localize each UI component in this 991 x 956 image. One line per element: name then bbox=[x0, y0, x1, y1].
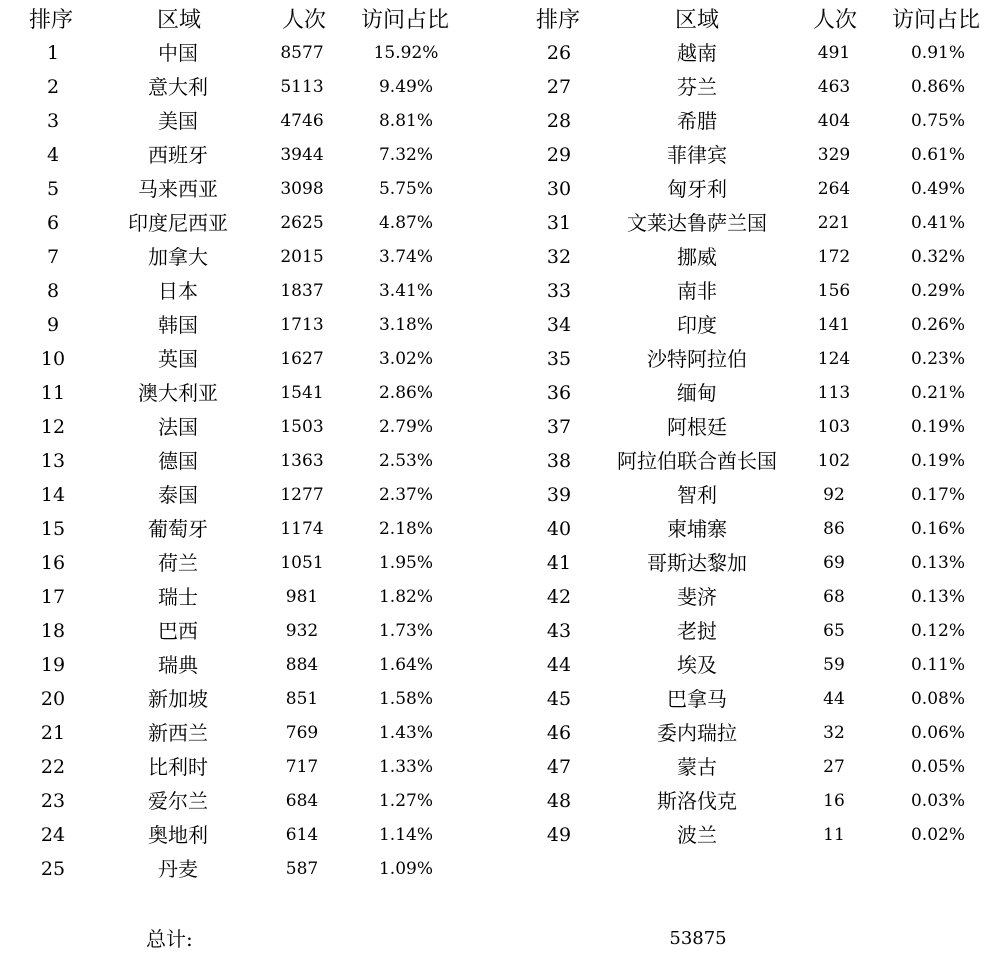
visits-cell: 981 bbox=[285, 587, 319, 607]
region-cell: 丹麦 bbox=[158, 857, 198, 881]
region-cell: 韩国 bbox=[158, 313, 198, 337]
region-cell: 芬兰 bbox=[677, 75, 717, 99]
visits-cell: 684 bbox=[285, 791, 319, 811]
table-row bbox=[0, 240, 991, 274]
rank-cell: 40 bbox=[546, 518, 572, 540]
share-cell: 0.11% bbox=[910, 655, 966, 675]
region-cell: 哥斯达黎加 bbox=[647, 551, 747, 575]
rank-cell: 20 bbox=[40, 688, 66, 710]
region-cell: 希腊 bbox=[677, 109, 717, 133]
visits-cell: 491 bbox=[817, 43, 851, 63]
table-row bbox=[0, 512, 991, 546]
share-cell: 0.91% bbox=[910, 43, 966, 63]
share-cell: 1.33% bbox=[378, 757, 434, 777]
rank-cell: 32 bbox=[546, 246, 572, 268]
visits-cell: 1837 bbox=[280, 281, 324, 301]
rank-cell: 5 bbox=[46, 178, 60, 200]
table-row bbox=[0, 206, 991, 240]
share-cell: 0.03% bbox=[910, 791, 966, 811]
table-row bbox=[0, 172, 991, 206]
table-row bbox=[0, 274, 991, 308]
region-cell: 瑞士 bbox=[158, 585, 198, 609]
table-row bbox=[0, 852, 991, 886]
share-cell: 0.08% bbox=[910, 689, 966, 709]
visits-cell: 172 bbox=[817, 247, 851, 267]
rank-cell: 43 bbox=[546, 620, 572, 642]
region-cell: 奥地利 bbox=[148, 823, 208, 847]
share-cell: 2.86% bbox=[378, 383, 434, 403]
visits-cell: 717 bbox=[285, 757, 319, 777]
rank-cell: 4 bbox=[46, 144, 60, 166]
visits-cell: 2625 bbox=[280, 213, 324, 233]
visits-cell: 32 bbox=[823, 723, 845, 743]
share-cell: 1.73% bbox=[378, 621, 434, 641]
rank-cell: 9 bbox=[46, 314, 60, 336]
visits-cell: 8577 bbox=[280, 43, 324, 63]
table-row bbox=[0, 614, 991, 648]
visits-cell: 3098 bbox=[280, 179, 324, 199]
region-cell: 中国 bbox=[158, 41, 198, 65]
share-cell: 8.81% bbox=[378, 111, 434, 131]
share-cell: 0.21% bbox=[910, 383, 966, 403]
rank-cell: 42 bbox=[546, 586, 572, 608]
table-row bbox=[0, 546, 991, 580]
share-cell: 0.26% bbox=[910, 315, 966, 335]
share-cell: 0.86% bbox=[910, 77, 966, 97]
region-cell: 沙特阿拉伯 bbox=[647, 347, 747, 371]
left-header-region: 区域 bbox=[157, 8, 202, 33]
visits-cell: 1541 bbox=[280, 383, 324, 403]
visits-cell: 264 bbox=[817, 179, 851, 199]
rank-cell: 47 bbox=[546, 756, 572, 778]
rank-cell: 30 bbox=[546, 178, 572, 200]
rank-cell: 18 bbox=[40, 620, 66, 642]
rank-cell: 39 bbox=[546, 484, 572, 506]
rank-cell: 8 bbox=[46, 280, 60, 302]
share-cell: 0.23% bbox=[910, 349, 966, 369]
total-label: 总计: bbox=[146, 927, 193, 951]
share-cell: 1.58% bbox=[378, 689, 434, 709]
right-header-visits: 人次 bbox=[813, 8, 858, 33]
rank-cell: 38 bbox=[546, 450, 572, 472]
share-cell: 0.41% bbox=[910, 213, 966, 233]
share-cell: 1.14% bbox=[378, 825, 434, 845]
share-cell: 0.75% bbox=[910, 111, 966, 131]
share-cell: 3.74% bbox=[378, 247, 434, 267]
region-cell: 老挝 bbox=[677, 619, 717, 643]
visits-cell: 65 bbox=[823, 621, 845, 641]
table-row bbox=[0, 104, 991, 138]
share-cell: 5.75% bbox=[378, 179, 434, 199]
share-cell: 0.16% bbox=[910, 519, 966, 539]
right-header-region: 区域 bbox=[675, 8, 720, 33]
region-cell: 阿根廷 bbox=[667, 415, 727, 439]
rank-cell: 28 bbox=[546, 110, 572, 132]
rank-cell: 13 bbox=[40, 450, 66, 472]
visits-cell: 1277 bbox=[280, 485, 324, 505]
region-cell: 新西兰 bbox=[148, 721, 208, 745]
region-cell: 新加坡 bbox=[148, 687, 208, 711]
rank-cell: 46 bbox=[546, 722, 572, 744]
region-cell: 波兰 bbox=[677, 823, 717, 847]
rank-cell: 16 bbox=[40, 552, 66, 574]
rank-cell: 17 bbox=[40, 586, 66, 608]
rank-cell: 27 bbox=[546, 76, 572, 98]
visits-cell: 86 bbox=[823, 519, 845, 539]
share-cell: 2.18% bbox=[378, 519, 434, 539]
left-header-share: 访问占比 bbox=[361, 8, 450, 33]
visits-cell: 4746 bbox=[280, 111, 324, 131]
table-row bbox=[0, 444, 991, 478]
rank-cell: 11 bbox=[40, 382, 66, 404]
region-cell: 美国 bbox=[158, 109, 198, 133]
visits-cell: 11 bbox=[823, 825, 845, 845]
table-row bbox=[0, 376, 991, 410]
region-cell: 法国 bbox=[158, 415, 198, 439]
share-cell: 0.06% bbox=[910, 723, 966, 743]
share-cell: 1.43% bbox=[378, 723, 434, 743]
region-cell: 比利时 bbox=[148, 755, 208, 779]
share-cell: 1.64% bbox=[378, 655, 434, 675]
visits-cell: 27 bbox=[823, 757, 845, 777]
region-cell: 匈牙利 bbox=[667, 177, 727, 201]
visits-cell: 1363 bbox=[280, 451, 324, 471]
share-cell: 0.12% bbox=[910, 621, 966, 641]
region-cell: 印度 bbox=[677, 313, 717, 337]
visits-cell: 102 bbox=[817, 451, 851, 471]
share-cell: 0.61% bbox=[910, 145, 966, 165]
share-cell: 1.27% bbox=[378, 791, 434, 811]
rank-cell: 3 bbox=[46, 110, 60, 132]
rank-cell: 31 bbox=[546, 212, 572, 234]
share-cell: 7.32% bbox=[378, 145, 434, 165]
table-row bbox=[0, 580, 991, 614]
rank-cell: 7 bbox=[46, 246, 60, 268]
share-cell: 0.13% bbox=[910, 553, 966, 573]
share-cell: 2.53% bbox=[378, 451, 434, 471]
region-cell: 越南 bbox=[677, 41, 717, 65]
region-cell: 智利 bbox=[677, 483, 717, 507]
share-cell: 3.18% bbox=[378, 315, 434, 335]
region-cell: 菲律宾 bbox=[667, 143, 727, 167]
visits-cell: 59 bbox=[823, 655, 845, 675]
region-cell: 澳大利亚 bbox=[138, 381, 218, 405]
table-row bbox=[0, 410, 991, 444]
share-cell: 3.41% bbox=[378, 281, 434, 301]
left-header-visits: 人次 bbox=[282, 8, 327, 33]
rank-cell: 14 bbox=[40, 484, 66, 506]
visits-cell: 404 bbox=[817, 111, 851, 131]
rank-cell: 2 bbox=[46, 76, 60, 98]
share-cell: 3.02% bbox=[378, 349, 434, 369]
visits-cell: 3944 bbox=[280, 145, 324, 165]
region-cell: 文莱达鲁萨兰国 bbox=[627, 211, 767, 235]
rank-cell: 33 bbox=[546, 280, 572, 302]
table-row bbox=[0, 682, 991, 716]
region-cell: 缅甸 bbox=[677, 381, 717, 405]
table-row bbox=[0, 70, 991, 104]
rank-cell: 35 bbox=[546, 348, 572, 370]
share-cell: 0.19% bbox=[910, 451, 966, 471]
rank-cell: 23 bbox=[40, 790, 66, 812]
region-cell: 斯洛伐克 bbox=[657, 789, 737, 813]
visits-cell: 124 bbox=[817, 349, 851, 369]
region-cell: 蒙古 bbox=[677, 755, 717, 779]
left-header-rank: 排序 bbox=[29, 8, 74, 33]
share-cell: 0.29% bbox=[910, 281, 966, 301]
visits-cell: 2015 bbox=[280, 247, 324, 267]
region-cell: 委内瑞拉 bbox=[657, 721, 737, 745]
region-cell: 意大利 bbox=[148, 75, 208, 99]
region-cell: 葡萄牙 bbox=[148, 517, 208, 541]
visits-cell: 463 bbox=[817, 77, 851, 97]
rank-cell: 21 bbox=[40, 722, 66, 744]
region-cell: 巴西 bbox=[158, 619, 198, 643]
rank-cell: 37 bbox=[546, 416, 572, 438]
rank-cell: 6 bbox=[46, 212, 60, 234]
share-cell: 15.92% bbox=[373, 43, 439, 63]
share-cell: 0.17% bbox=[910, 485, 966, 505]
region-cell: 斐济 bbox=[677, 585, 717, 609]
rank-cell: 44 bbox=[546, 654, 572, 676]
share-cell: 4.87% bbox=[378, 213, 434, 233]
region-cell: 荷兰 bbox=[158, 551, 198, 575]
visits-cell: 69 bbox=[823, 553, 845, 573]
right-header-share: 访问占比 bbox=[892, 8, 981, 33]
visits-cell: 614 bbox=[285, 825, 319, 845]
region-cell: 德国 bbox=[158, 449, 198, 473]
region-cell: 加拿大 bbox=[148, 245, 208, 269]
table-row bbox=[0, 648, 991, 682]
region-cell: 埃及 bbox=[677, 653, 717, 677]
share-cell: 0.32% bbox=[910, 247, 966, 267]
table-row bbox=[0, 36, 991, 70]
region-cell: 阿拉伯联合酋长国 bbox=[617, 449, 777, 473]
visits-cell: 932 bbox=[285, 621, 319, 641]
region-cell: 柬埔寨 bbox=[667, 517, 727, 541]
region-cell: 英国 bbox=[158, 347, 198, 371]
rank-cell: 41 bbox=[546, 552, 572, 574]
visits-cell: 1627 bbox=[280, 349, 324, 369]
visits-cell: 769 bbox=[285, 723, 319, 743]
visits-cell: 851 bbox=[285, 689, 319, 709]
visits-cell: 141 bbox=[817, 315, 851, 335]
share-cell: 1.09% bbox=[378, 859, 434, 879]
rank-cell: 10 bbox=[40, 348, 66, 370]
total-value: 53875 bbox=[669, 928, 727, 949]
rank-cell: 29 bbox=[546, 144, 572, 166]
share-cell: 0.05% bbox=[910, 757, 966, 777]
rank-cell: 48 bbox=[546, 790, 572, 812]
visits-cell: 884 bbox=[285, 655, 319, 675]
visits-cell: 44 bbox=[823, 689, 845, 709]
visits-cell: 92 bbox=[823, 485, 845, 505]
region-cell: 印度尼西亚 bbox=[128, 211, 228, 235]
table-row bbox=[0, 478, 991, 512]
rank-cell: 22 bbox=[40, 756, 66, 778]
visits-cell: 329 bbox=[817, 145, 851, 165]
right-header-rank: 排序 bbox=[536, 8, 581, 33]
table-row bbox=[0, 818, 991, 852]
share-cell: 1.82% bbox=[378, 587, 434, 607]
rank-cell: 24 bbox=[40, 824, 66, 846]
share-cell: 0.13% bbox=[910, 587, 966, 607]
region-cell: 瑞典 bbox=[158, 653, 198, 677]
rank-cell: 25 bbox=[40, 858, 66, 880]
table-row bbox=[0, 784, 991, 818]
visits-cell: 221 bbox=[817, 213, 851, 233]
visits-cell: 1051 bbox=[280, 553, 324, 573]
region-cell: 日本 bbox=[158, 279, 198, 303]
visits-cell: 1174 bbox=[280, 519, 324, 539]
share-cell: 2.79% bbox=[378, 417, 434, 437]
rank-cell: 36 bbox=[546, 382, 572, 404]
visits-cell: 1503 bbox=[280, 417, 324, 437]
visits-cell: 5113 bbox=[280, 77, 324, 97]
visits-cell: 156 bbox=[817, 281, 851, 301]
region-cell: 泰国 bbox=[158, 483, 198, 507]
region-cell: 马来西亚 bbox=[138, 177, 218, 201]
rank-cell: 12 bbox=[40, 416, 66, 438]
visits-cell: 1713 bbox=[280, 315, 324, 335]
region-cell: 巴拿马 bbox=[667, 687, 727, 711]
table-row bbox=[0, 308, 991, 342]
rank-cell: 45 bbox=[546, 688, 572, 710]
visits-cell: 103 bbox=[817, 417, 851, 437]
rank-cell: 26 bbox=[546, 42, 572, 64]
table-row bbox=[0, 716, 991, 750]
rank-cell: 34 bbox=[546, 314, 572, 336]
region-cell: 爱尔兰 bbox=[148, 789, 208, 813]
region-cell: 南非 bbox=[677, 279, 717, 303]
table-row bbox=[0, 138, 991, 172]
share-cell: 9.49% bbox=[378, 77, 434, 97]
visits-cell: 113 bbox=[817, 383, 851, 403]
share-cell: 2.37% bbox=[378, 485, 434, 505]
share-cell: 1.95% bbox=[378, 553, 434, 573]
table-row bbox=[0, 342, 991, 376]
region-cell: 西班牙 bbox=[148, 143, 208, 167]
share-cell: 0.49% bbox=[910, 179, 966, 199]
visits-cell: 68 bbox=[823, 587, 845, 607]
share-cell: 0.02% bbox=[910, 825, 966, 845]
rank-cell: 19 bbox=[40, 654, 66, 676]
rank-cell: 15 bbox=[40, 518, 66, 540]
rank-cell: 49 bbox=[546, 824, 572, 846]
visits-cell: 16 bbox=[823, 791, 845, 811]
region-cell: 挪威 bbox=[677, 245, 717, 269]
visits-cell: 587 bbox=[285, 859, 319, 879]
table-row bbox=[0, 750, 991, 784]
rank-cell: 1 bbox=[46, 42, 60, 64]
share-cell: 0.19% bbox=[910, 417, 966, 437]
